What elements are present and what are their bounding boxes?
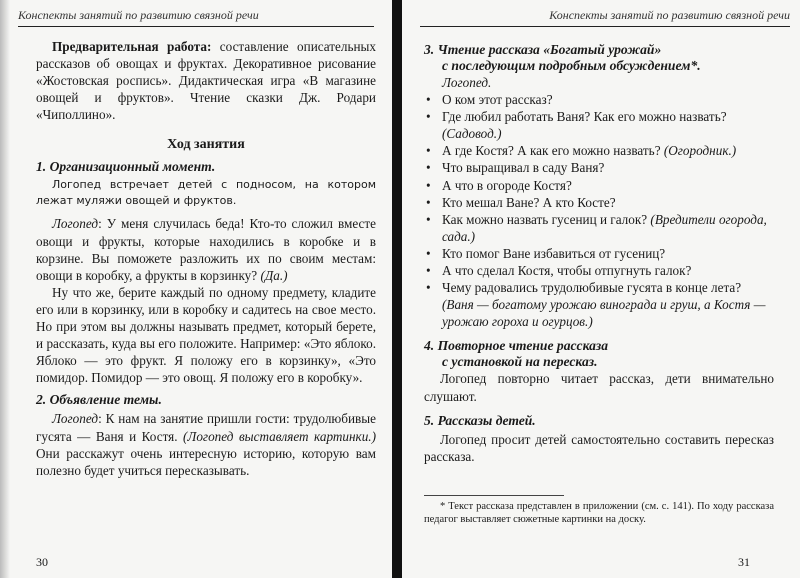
section-3-title-line-2: с последующим подробным обсуждением*. — [442, 58, 701, 73]
footnote-rule — [424, 495, 564, 496]
section-4-title — [424, 338, 774, 370]
section-3-title-line-1: 3. Чтение рассказа «Богатый урожай» — [424, 42, 662, 57]
question-text: А что в огороде Костя? — [442, 177, 572, 193]
speech-2-text: : К нам на занятие пришли гости: трудолюбивые гусята — Ваня и Костя. — [36, 411, 376, 444]
question-item — [424, 142, 774, 159]
answer-text: (Садовод.) — [442, 126, 502, 142]
section-3-title — [424, 42, 774, 74]
left-page — [0, 0, 392, 578]
speech-2-paragraph — [36, 410, 376, 478]
speaker-label: Логопед — [52, 411, 99, 427]
speech-2-note: (Логопед выставляет картинки.) — [183, 428, 376, 444]
section-4-title-line-1: 4. Повторное чтение рассказа — [424, 338, 609, 354]
question-text: Кто мешал Ване? А кто Косте? — [442, 194, 616, 210]
question-item — [424, 211, 774, 245]
question-text: Кто помог Ване избавиться от гусениц? — [442, 245, 666, 261]
preparatory-work-text: составление описательных рассказов об овощах и фруктах. Декоративное рисование «Жостовская роспись». Дидактическая игра «В магазине овощей и фруктов». Чтение сказки Дж. Родари «Чиполлино». — [36, 39, 376, 123]
question-item — [424, 194, 774, 211]
page-edge-shadow — [0, 0, 10, 578]
answer-text: (Ваня — богатому урожаю винограда и груш, а Костя — урожаю гороха и огурцов.) — [442, 297, 766, 330]
preparatory-work-label: Предварительная работа: — [52, 39, 212, 54]
question-item — [424, 91, 774, 108]
page-number: 31 — [738, 555, 750, 569]
right-page — [402, 0, 800, 578]
running-head: Конспекты занятий по развитию связной речи — [18, 8, 374, 27]
section-4-title-line-2: с установкой на пересказ. — [442, 354, 598, 370]
instruction-paragraph: Ну что же, берите каждый по одному предмету, кладите его или в корзинку, или в коробку и садитесь на свое место. Но при этом вы должны называть предмет, который берете, и рассказать, куда вы его положите. Например: «Это яблоко. Яблоко — это фрукт. Я положу его в корзинку», «Это помидор. Помидор — это овощ. Я положу его в коробку». — [36, 284, 376, 386]
section-4-text: Логопед повторно читает рассказ, дети внимательно слушают. — [424, 371, 774, 404]
section-1-note: Логопед встречает детей с подносом, на котором лежат муляжи овощей и фруктов. — [36, 178, 376, 208]
section-5-title: 5. Рассказы детей. — [424, 412, 536, 428]
question-item — [424, 245, 774, 262]
section-2-title: 2. Объявление темы. — [36, 392, 162, 408]
left-page-content — [36, 38, 376, 479]
speaker-label: Логопед — [52, 216, 99, 232]
lesson-heading: Ход занятия — [167, 137, 245, 153]
answer-text: (Вредители огорода, сада.) — [442, 211, 767, 244]
question-item — [424, 279, 774, 330]
question-text: А что сделал Костя, чтобы отпугнуть галок? — [442, 263, 692, 279]
speech-1-reply: (Да.) — [260, 267, 288, 283]
page-number: 30 — [36, 555, 48, 569]
answer-text: (Огородник.) — [663, 143, 737, 159]
speech-1-text: : У меня случилась беда! Кто-то сложил вместе овощи и фрукты, которые находились в коробке и в корзине. Вы поможете разложить их по своим местам: овощи в коробку, а фрукты в корзинку? — [36, 216, 376, 283]
speech-2-text-continued: Они расскажут очень интересную историю, которую вам полезно будет учиться пересказывать. — [36, 445, 376, 478]
question-item — [424, 262, 774, 279]
footnote: * Текст рассказа представлен в приложении (см. с. 141). По ходу рассказа педагог выставляет сюжетные картинки на доску. — [424, 500, 774, 525]
preparatory-work-paragraph — [36, 38, 376, 123]
section-1-title: 1. Организационный момент. — [36, 159, 216, 175]
right-page-content — [424, 38, 774, 526]
question-list — [424, 91, 774, 330]
question-text: Что выращивал в саду Ваня? — [442, 160, 605, 176]
question-item — [424, 159, 774, 176]
question-text: А где Костя? А как его можно назвать? — [442, 143, 664, 159]
question-item — [424, 177, 774, 194]
question-text: Как можно назвать гусениц и галок? — [442, 211, 651, 227]
running-head: Конспекты занятий по развитию связной речи — [420, 8, 790, 27]
book-gutter — [392, 0, 402, 578]
section-3-speaker: Логопед. — [442, 75, 492, 90]
question-text: Где любил работать Ваня? Как его можно назвать? — [442, 109, 727, 125]
question-text: О ком этот рассказ? — [442, 92, 553, 108]
question-item — [424, 108, 774, 142]
question-text: Чему радовались трудолюбивые гусята в конце лета? — [442, 280, 742, 296]
section-5-text: Логопед просит детей самостоятельно составить пересказ рассказа. — [424, 431, 774, 464]
speech-1-paragraph — [36, 215, 376, 283]
